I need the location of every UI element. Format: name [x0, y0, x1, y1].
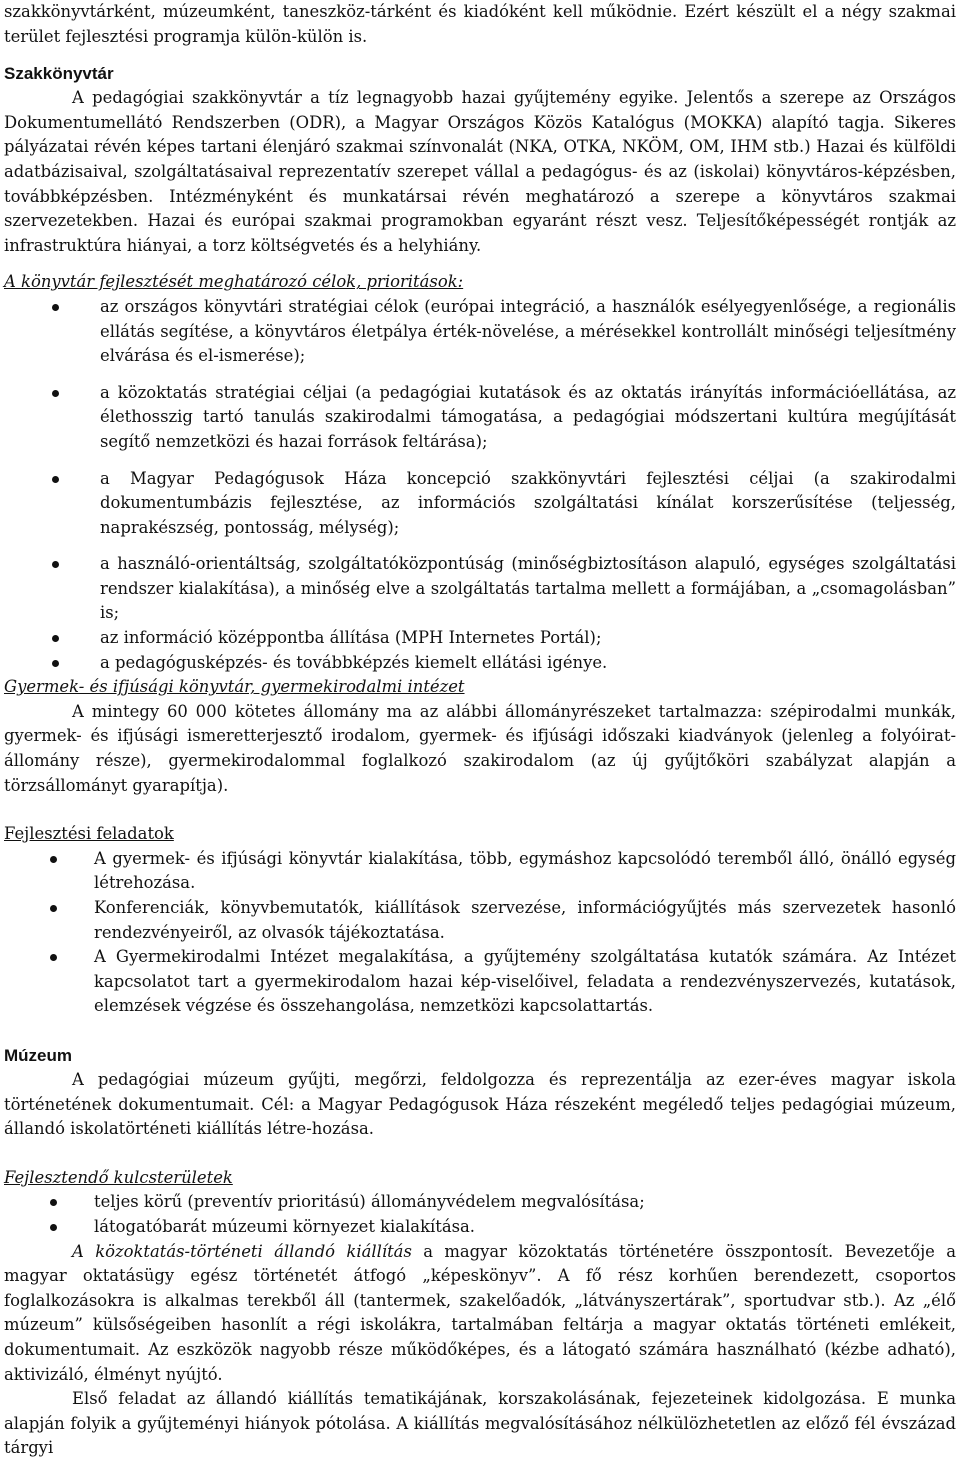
list-item: látogatóbarát múzeumi környezet kialakítása.: [4, 1215, 956, 1240]
exhibit-text: a magyar közoktatás történetére összpontosít. Bevezetője a magyar oktatásügy egész történetét átfogó „képeskönyv”. A fő rész korhűen berendezett, csoportos foglalkozásokra is alkalmas terekből áll (tantermek, szakelőadók, „látványszertárak”, sportudvar stb.). Az „élő múzeum” külsőségeiben hasonlít a régi iskolákra, tartalmában feltárja a magyar oktatás történeti emlékeit, dokumentumait. Az eszközök nagyobb része működőképes, és a látogató számára használható (kézbe adható), aktivizáló, élményt nyújtó.: [4, 1241, 956, 1384]
list-item: az információ középpontba állítása (MPH Internetes Portál);: [4, 626, 956, 651]
intro-paragraph: szakkönyvtárként, múzeumként, taneszköz-tárként és kiadóként kell működnie. Ezért készült el a négy szakmai terület fejlesztési programja külön-külön is.: [4, 2, 956, 46]
bullet-icon: [52, 476, 59, 483]
tasks-heading: Fejlesztési feladatok: [4, 824, 174, 844]
document-page: [4, 0, 956, 1461]
szakkonyvtar-paragraph: A pedagógiai szakkönyvtár a tíz legnagyobb hazai gyűjtemény egyike. Jelentős a szerepe az Országos Dokumentumellátó Rendszerben (ODR), a Magyar Országos Közös Katalógus (MOKKA) alapító tagja. Sikeres pályázatai révén képes tartani élenjáró szakmai színvonalát (NKA, OTKA, NKÖM, OM, IHM stb.) Hazai és külföldi adatbázisaival, szolgáltatásaival reprezentatív szerepet vállal a pedagógus- és az (iskolai) könyvtáros-képzésben, továbbképzésben. Intézményként és munkatársai révén meghatározó a szerepe a könyvtáros szakmai szervezetekben. Hazai és európai szakmai programokban egyaránt részt vesz. Teljesítőképességét rontják az infrastruktúra hiányai, a torz költségvetés és a helyhiány.: [4, 88, 956, 255]
exhibit-paragraph: [4, 1240, 956, 1388]
areas-list: [4, 1190, 956, 1239]
list-item: a használó-orientáltság, szolgáltatóközpontúság (minőségbiztosításon alapuló, egységes szolgáltatási rendszer kialakítása), a minőség elve a szolgáltatás tartalma mellett a formájában, a „csomagolásban” is;: [4, 552, 956, 626]
list-item: A gyermek- és ifjúsági könyvtár kialakítása, több, egymáshoz kapcsolódó teremből álló, önálló egység létrehozása.: [4, 847, 956, 896]
exhibit-italic-lead: A közoktatás-történeti állandó kiállítás: [72, 1241, 412, 1261]
list-item: a Magyar Pedagógusok Háza koncepció szakkönyvtári fejlesztési céljai (a szakirodalmi dokumentumbázis fejlesztése, az információs szolgáltatási kínálat korszerűsítése (teljesség, naprakészség, pontosság, mélység);: [4, 467, 956, 541]
bullet-icon: [52, 561, 59, 568]
section-title-szakkonyvtar: Szakkönyvtár: [4, 64, 114, 84]
last-paragraph: Első feladat az állandó kiállítás tematikájának, korszakolásának, fejezeteinek kidolgozása. E munka alapján folyik a gyűjteményi hiányok pótolása. A kiállítás megvalósításához nélkülözhetetlen az előző fél évszázad tárgyi: [4, 1389, 956, 1458]
bullet-icon: [50, 905, 57, 912]
list-item: a közoktatás stratégiai céljai (a pedagógiai kutatások és az oktatás irányítás információellátása, az élethosszig tartó tanulás szakirodalmi támogatása, a pedagógiai módszertani kultúra megújítását segítő nemzetközi és hazai források feltárása);: [4, 381, 956, 455]
list-item: a pedagógusképzés- és továbbképzés kiemelt ellátási igénye.: [4, 651, 956, 676]
muzeum-paragraph: A pedagógiai múzeum gyűjti, megőrzi, feldolgozza és reprezentálja az ezer-éves magyar iskola történetének dokumentumait. Cél: a Magyar Pedagógusok Háza részeként megéledő teljes pedagógiai múzeum, állandó iskolatörténeti kiállítás létre-hozása.: [4, 1069, 956, 1139]
bullet-icon: [50, 1224, 57, 1231]
bullet-icon: [50, 1199, 57, 1206]
section-title-gyermek: Gyermek- és ifjúsági könyvtár, gyermekirodalmi intézet: [4, 677, 465, 697]
bullet-icon: [50, 954, 57, 961]
tasks-list: [4, 847, 956, 1019]
list-item: teljes körű (preventív prioritású) állományvédelem megvalósítása;: [4, 1190, 956, 1215]
goals-heading: A könyvtár fejlesztését meghatározó célok, prioritások:: [4, 272, 464, 292]
bullet-icon: [50, 856, 57, 863]
gyermek-paragraph: A mintegy 60 000 kötetes állomány ma az alábbi állományrészeket tartalmazza: szépirodalmi munkák, gyermek- és ifjúsági ismeretterjesztő irodalom, gyermek- és ifjúsági időszaki kiadványok (jelenleg a folyóirat-állomány része), gyermekirodalommal foglalkozó szakirodalom (az új gyűjtőköri szabályzat alapján a törzsállományt gyarapítja).: [4, 701, 956, 795]
section-title-muzeum: Múzeum: [4, 1045, 72, 1065]
list-item: Konferenciák, könyvbemutatók, kiállítások szervezése, információgyűjtés más szervezetek hasonló rendezvényeiről, az olvasók tájékoztatása.: [4, 896, 956, 945]
goals-list: [4, 295, 956, 675]
bullet-icon: [52, 635, 59, 642]
list-item: az országos könyvtári stratégiai célok (európai integráció, a használók esélyegyenlősége, a regionális ellátás segítése, a könyvtáros életpálya érték-növelése, a mérésekkel kontrollált minőségi teljesítmény elvárása és el-ismerése);: [4, 295, 956, 369]
bullet-icon: [52, 304, 59, 311]
areas-heading: Fejlesztendő kulcsterületek: [4, 1167, 233, 1187]
bullet-icon: [52, 390, 59, 397]
bullet-icon: [52, 660, 59, 667]
list-item: A Gyermekirodalmi Intézet megalakítása, a gyűjtemény szolgáltatása kutatók számára. Az Intézet kapcsolatot tart a gyermekirodalom hazai kép-viselőivel, feladata a rendezvényszervezés, kutatások, elemzések végzése és összehangolása, nemzetközi kapcsolattartás.: [4, 945, 956, 1019]
